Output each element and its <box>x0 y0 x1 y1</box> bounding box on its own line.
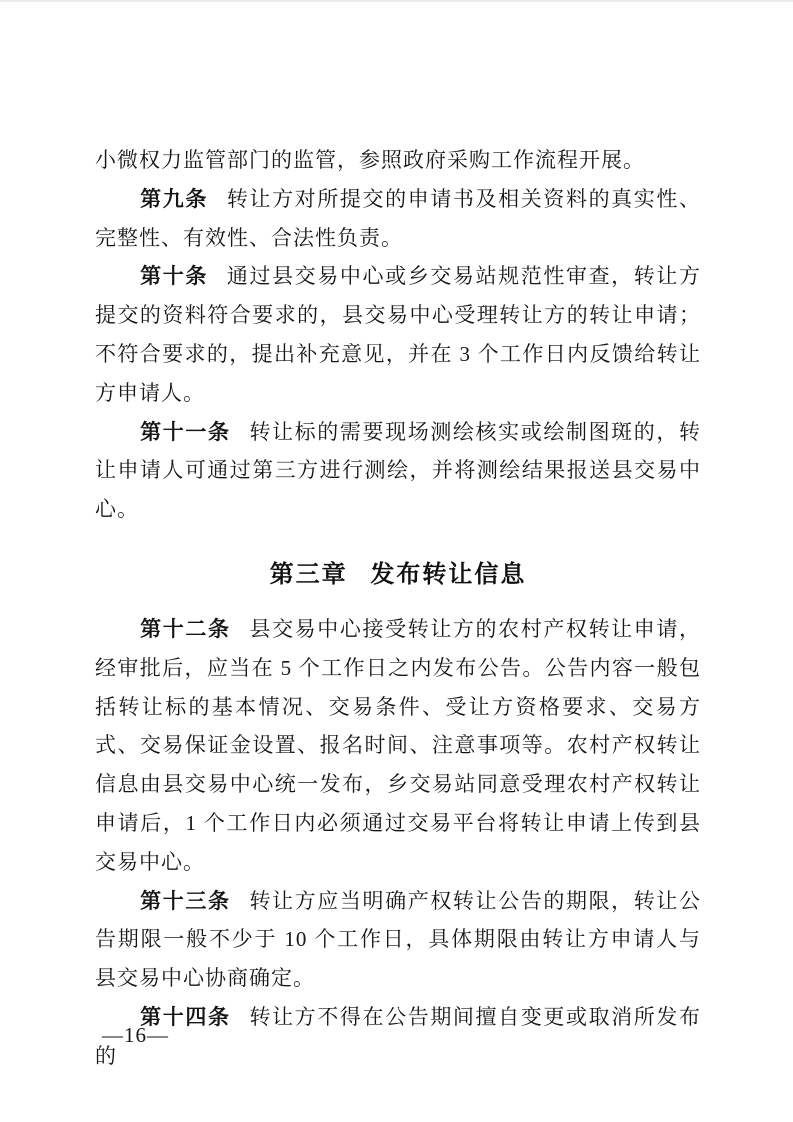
article-12-number: 第十二条 <box>140 616 231 641</box>
article-13 <box>95 882 701 998</box>
article-11-text: 转让标的需要现场测绘核实或绘制图斑的，转让申请人可通过第三方进行测绘，并将测绘结果报送县交易中心。 <box>95 419 702 522</box>
document-body <box>95 141 701 1076</box>
article-9 <box>95 180 701 258</box>
page-number: —16— <box>102 1023 169 1047</box>
article-14 <box>95 998 701 1076</box>
article-12 <box>95 610 701 882</box>
article-14-number: 第十四条 <box>140 1004 231 1029</box>
article-13-text: 转让方应当明确产权转让公告的期限，转让公告期限一般不少于 10 个工作日，具体期限由转让方申请人与县交易中心协商确定。 <box>95 888 702 991</box>
chapter-title: 发布转让信息 <box>370 560 527 588</box>
paragraph-continuation: 小微权力监管部门的监管，参照政府采购工作流程开展。 <box>95 148 645 172</box>
article-11 <box>95 413 701 529</box>
article-10-number: 第十条 <box>140 264 208 289</box>
article-9-text: 转让方对所提交的申请书及相关资料的真实性、完整性、有效性、合法性负责。 <box>95 186 702 250</box>
article-14-text: 转让方不得在公告期间擅自变更或取消所发布的 <box>95 1004 702 1068</box>
article-9-number: 第九条 <box>140 186 208 211</box>
article-12-text: 县交易中心接受转让方的农村产权转让申请，经审批后，应当在 5 个工作日之内发布公告。公告内容一般包括转让标的基本情况、交易条件、受让方资格要求、交易方式、交易保证金设置、报名时间、注意事项等。农村产权转让信息由县交易中心统一发布，乡交易站同意受理农村产权转让申请后，1 个工作日内必须通过交易平台将转让申请上传到县交易中心。 <box>95 616 702 874</box>
scan-edge-artifact <box>0 0 793 2</box>
article-13-number: 第十三条 <box>140 888 231 913</box>
chapter-number: 第三章 <box>269 560 348 588</box>
article-10 <box>95 257 701 412</box>
chapter-heading <box>95 558 701 592</box>
article-10-text: 通过县交易中心或乡交易站规范性审查，转让方提交的资料符合要求的，县交易中心受理转让方的转让申请；不符合要求的，提出补充意见，并在 3 个工作日内反馈给转让方申请人。 <box>95 264 702 405</box>
article-11-number: 第十一条 <box>140 419 231 444</box>
